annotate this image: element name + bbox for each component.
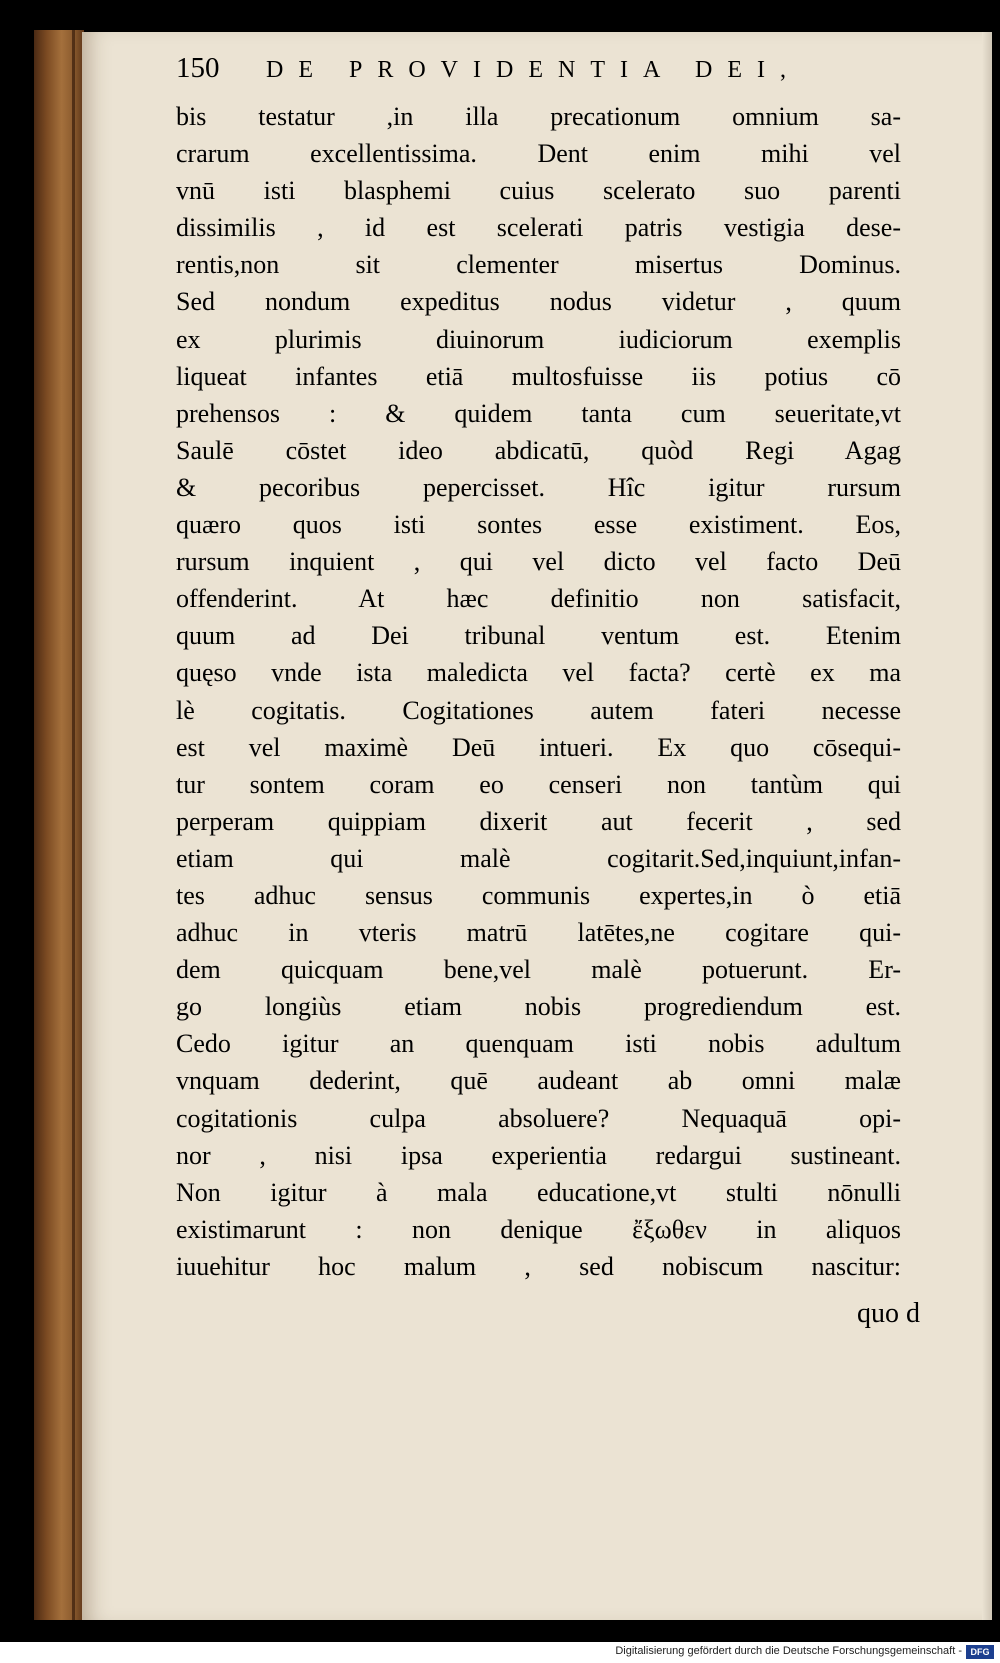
text-line: rentis,non sit clementer misertus Dominus. xyxy=(176,250,901,280)
dfg-logo-icon: DFG xyxy=(966,1645,994,1659)
text-line: perperam quippiam dixerit aut fecerit , sed xyxy=(176,806,901,836)
text-line: offenderint. At hæc definitio non satisfacit, xyxy=(176,584,901,614)
text-line: quæro quos isti sontes esse existiment. Eos, xyxy=(176,510,901,540)
text-line: rursum inquient , qui vel dicto vel facto Deū xyxy=(176,547,901,577)
text-line: adhuc in vteris matrū latētes,ne cogitare qui- xyxy=(176,918,901,948)
text-line: & pecoribus pepercisset. Hîc igitur rursum xyxy=(176,472,901,502)
text-line: Saulē cōstet ideo abdicatū, quòd Regi Agag xyxy=(176,435,901,465)
text-line: Sed nondum expeditus nodus videtur , quum xyxy=(176,287,901,317)
text-line: est vel maximè Deū intueri. Ex quo cōsequi- xyxy=(176,732,901,762)
text-line: quęso vnde ista maledicta vel facta? certè ex ma xyxy=(176,658,901,688)
spine-shadow xyxy=(72,30,75,1620)
text-line: vnū isti blasphemi cuius scelerato suo parenti xyxy=(176,176,901,206)
text-line: iuuehitur hoc malum , sed nobiscum nascitur: xyxy=(176,1251,901,1281)
page-edge xyxy=(982,32,992,1620)
text-line: go longiùs etiam nobis progrediendum est. xyxy=(176,992,901,1022)
text-line: crarum excellentissima. Dent enim mihi vel xyxy=(176,139,901,169)
text-line: liqueat infantes etiā multosfuisse iis potius cō xyxy=(176,361,901,391)
text-line: quum ad Dei tribunal ventum est. Etenim xyxy=(176,621,901,651)
text-line: tur sontem coram eo censeri non tantùm qui xyxy=(176,769,901,799)
text-line: tes adhuc sensus communis expertes,in ò etiā xyxy=(176,880,901,910)
body-text xyxy=(176,98,901,1285)
text-line: Cedo igitur an quenquam isti nobis adultum xyxy=(176,1029,901,1059)
text-line: dem quicquam bene,vel malè potuerunt. Er- xyxy=(176,955,901,985)
text-line: bis testatur ,in illa precationum omnium sa- xyxy=(176,102,901,131)
text-line: vnquam dederint, quē audeant ab omni malæ xyxy=(176,1066,901,1096)
text-line: etiam qui malè cogitarit.Sed,inquiunt,infan- xyxy=(176,843,901,873)
catchword: quo d xyxy=(857,1298,920,1329)
page-number: 150 xyxy=(176,52,220,84)
footer-bar xyxy=(0,1642,1000,1663)
text-line: prehensos : & quidem tanta cum seueritate,vt xyxy=(176,398,901,428)
text-line: Non igitur à mala educatione,vt stulti nōnulli xyxy=(176,1177,901,1207)
running-head xyxy=(176,52,876,96)
text-line: cogitationis culpa absoluere? Nequaquā opi- xyxy=(176,1103,901,1133)
text-line: ex plurimis diuinorum iudiciorum exemplis xyxy=(176,324,901,354)
text-line: existimarunt : non denique ἔξωθεν in aliquos xyxy=(176,1214,901,1244)
text-line: dissimilis , id est scelerati patris vestigia dese- xyxy=(176,213,901,243)
book-spine xyxy=(34,30,84,1620)
text-line: nor , nisi ipsa experientia redargui sustineant. xyxy=(176,1140,901,1170)
text-line: lè cogitatis. Cogitationes autem fateri necesse xyxy=(176,695,901,725)
running-head-title: DE PROVIDENTIA DEI, xyxy=(266,57,801,83)
footer-credit: Digitalisierung gefördert durch die Deutsche Forschungsgemeinschaft - xyxy=(615,1645,962,1657)
